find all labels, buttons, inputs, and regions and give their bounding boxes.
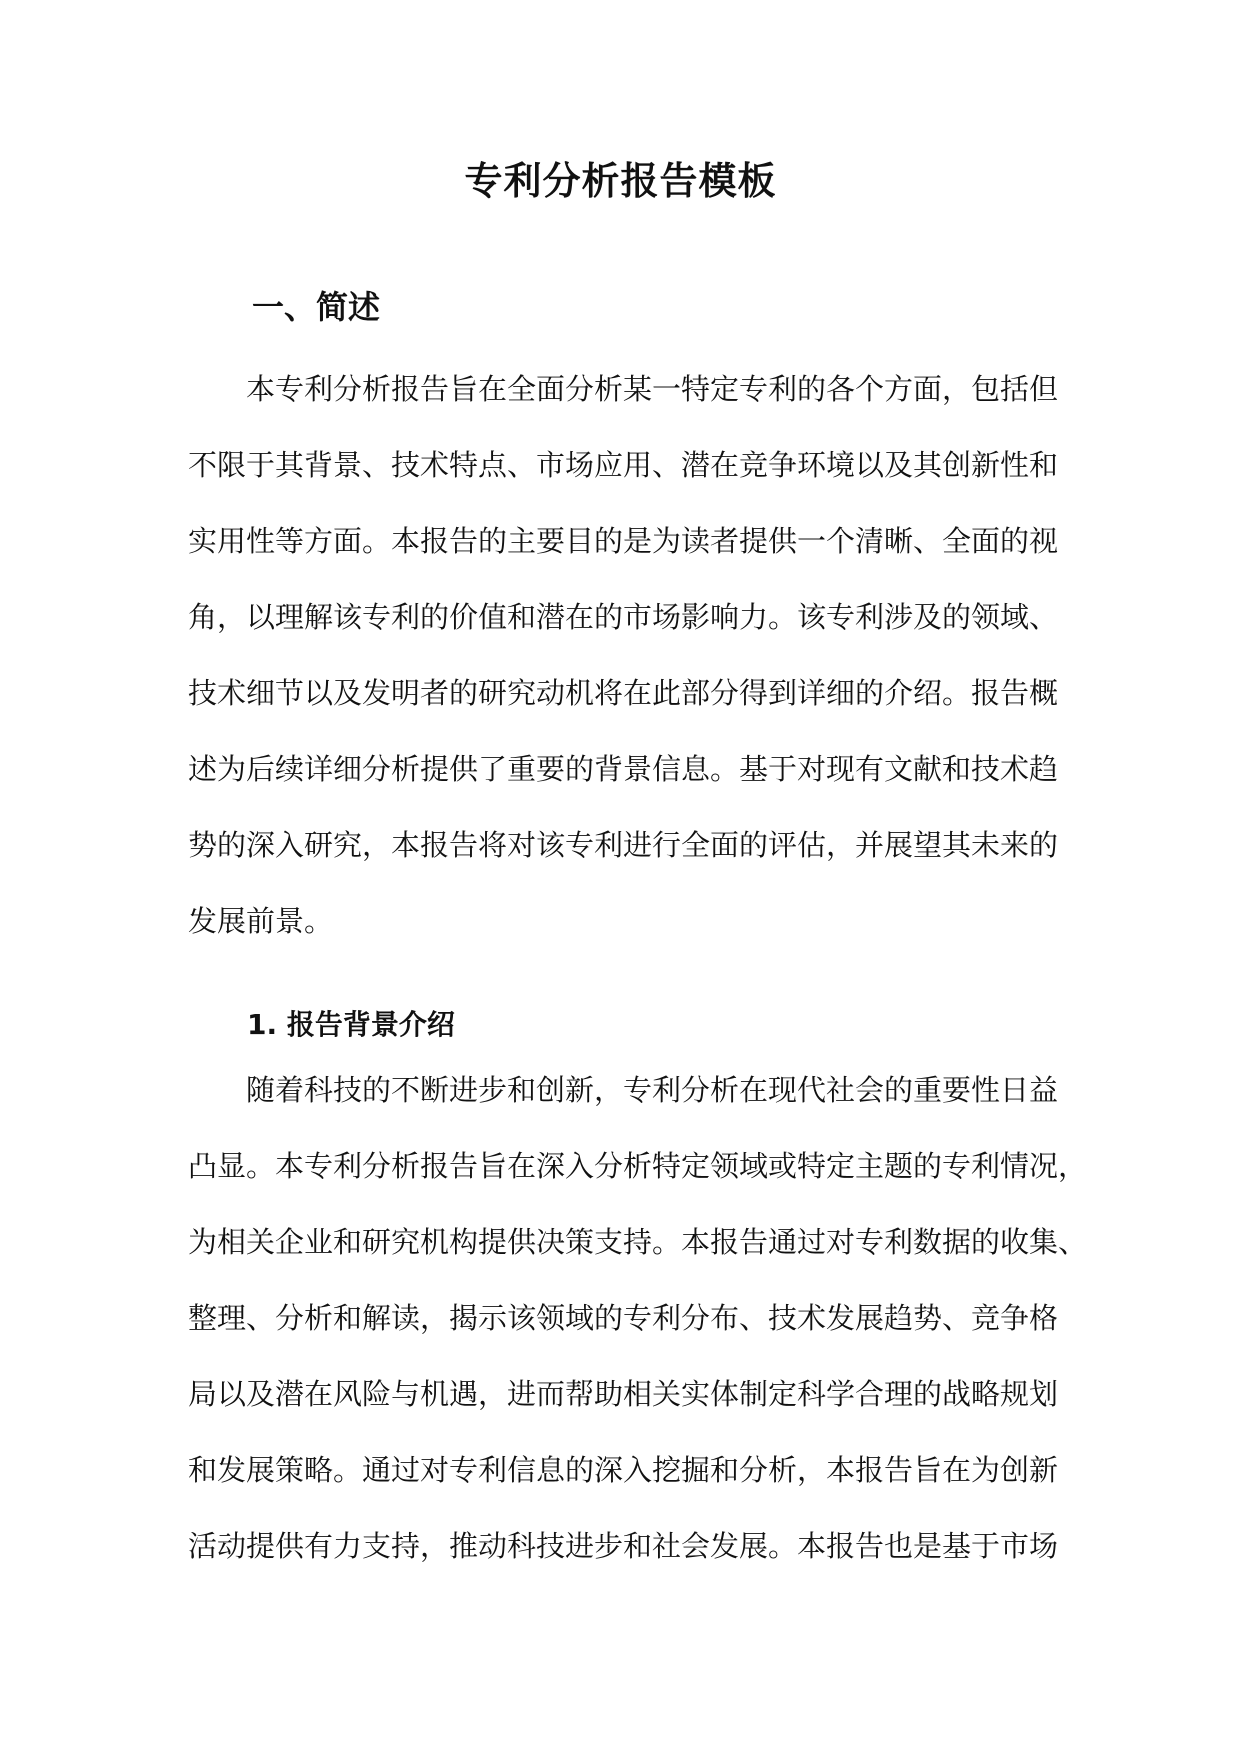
paragraph-line: 发展前景。 (188, 904, 334, 938)
document-title: 专利分析报告模板 (464, 159, 777, 203)
paragraph-line: 不限于其背景、技术特点、市场应用、潜在竞争环境以及其创新性和 (188, 448, 1059, 482)
overview-paragraph (188, 351, 1059, 959)
paragraph-line: 本专利分析报告旨在全面分析某一特定专利的各个方面，包括但 (246, 372, 1059, 406)
background-paragraph (188, 1052, 1088, 1584)
paragraph-line: 角，以理解该专利的价值和潜在的市场影响力。该专利涉及的领域、 (188, 600, 1059, 634)
paragraph-line: 凸显。本专利分析报告旨在深入分析特定领域或特定主题的专利情况， (188, 1149, 1088, 1183)
paragraph-line: 为相关企业和研究机构提供决策支持。本报告通过对专利数据的收集、 (188, 1225, 1088, 1259)
paragraph-line: 实用性等方面。本报告的主要目的是为读者提供一个清晰、全面的视 (188, 524, 1059, 558)
paragraph-line: 述为后续详细分析提供了重要的背景信息。基于对现有文献和技术趋 (188, 752, 1059, 786)
section-heading-overview: 一、简述 (252, 288, 381, 326)
paragraph-line: 和发展策略。通过对专利信息的深入挖掘和分析，本报告旨在为创新 (188, 1453, 1059, 1487)
subsection-heading-background: 1. 报告背景介绍 (247, 1008, 455, 1041)
paragraph-line: 技术细节以及发明者的研究动机将在此部分得到详细的介绍。报告概 (188, 676, 1059, 710)
paragraph-line: 活动提供有力支持，推动科技进步和社会发展。本报告也是基于市场 (188, 1529, 1059, 1563)
paragraph-line: 随着科技的不断进步和创新，专利分析在现代社会的重要性日益 (246, 1073, 1059, 1107)
paragraph-line: 势的深入研究，本报告将对该专利进行全面的评估，并展望其未来的 (188, 828, 1059, 862)
paragraph-line: 局以及潜在风险与机遇，进而帮助相关实体制定科学合理的战略规划 (188, 1377, 1059, 1411)
paragraph-line: 整理、分析和解读，揭示该领域的专利分布、技术发展趋势、竞争格 (188, 1301, 1059, 1335)
